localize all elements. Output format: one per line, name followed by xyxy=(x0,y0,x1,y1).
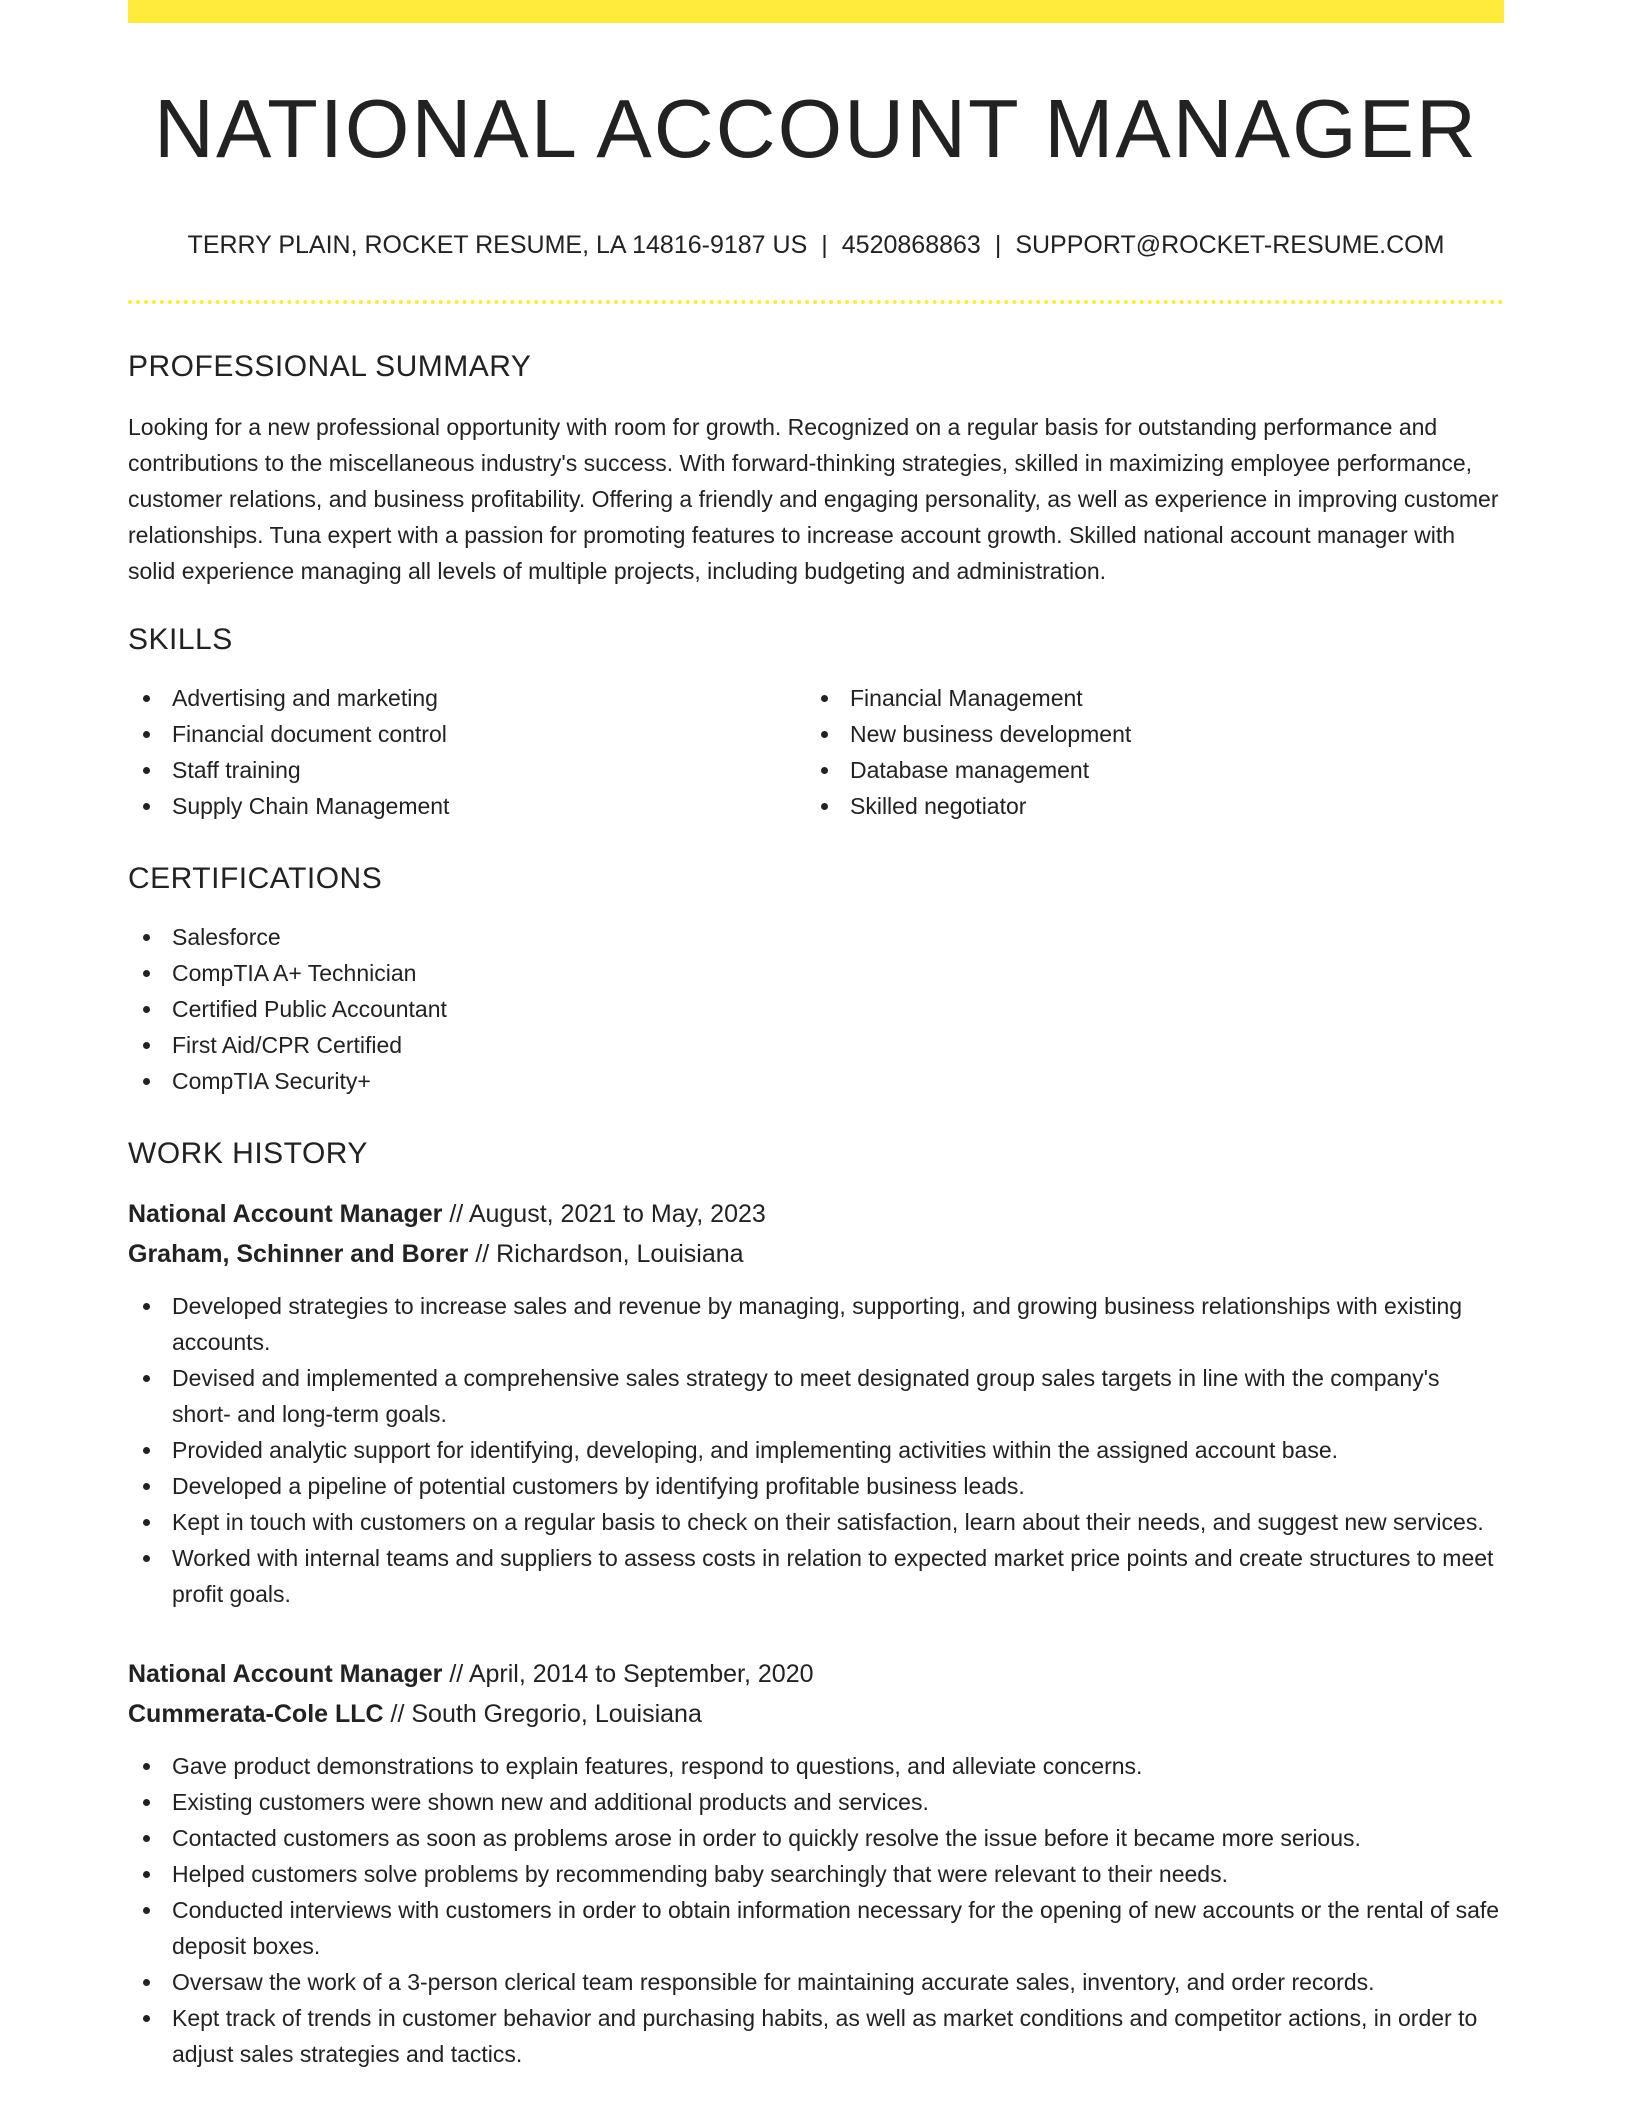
job-entry xyxy=(128,1654,1504,2072)
certification-item: CompTIA Security+ xyxy=(128,1063,1504,1099)
skill-item: Database management xyxy=(806,752,1484,788)
job-dates: // April, 2014 to September, 2020 xyxy=(449,1660,814,1689)
job-bullet: Developed strategies to increase sales and revenue by managing, supporting, and growing business relationships with existing accounts. xyxy=(128,1288,1504,1360)
job-title: National Account Manager xyxy=(128,1660,443,1689)
job-entry xyxy=(128,1194,1504,1612)
job-title: National Account Manager xyxy=(128,1200,443,1229)
job-company-line xyxy=(128,1234,1504,1274)
contact-line xyxy=(128,230,1504,260)
job-bullet: Conducted interviews with customers in order to obtain information necessary for the opening of new accounts or the rental of safe deposit boxes. xyxy=(128,1892,1504,1964)
certification-item: First Aid/CPR Certified xyxy=(128,1027,1504,1063)
job-bullet: Devised and implemented a comprehensive sales strategy to meet designated group sales targets in line with the company's short- and long-term goals. xyxy=(128,1360,1504,1432)
job-bullet: Existing customers were shown new and additional products and services. xyxy=(128,1784,1504,1820)
job-bullet: Gave product demonstrations to explain features, respond to questions, and alleviate concerns. xyxy=(128,1748,1504,1784)
certification-item: CompTIA A+ Technician xyxy=(128,955,1504,991)
skill-item: Staff training xyxy=(128,752,806,788)
contact-address: TERRY PLAIN, ROCKET RESUME, LA 14816-9187 US xyxy=(187,231,808,260)
skill-item: New business development xyxy=(806,716,1484,752)
summary-heading: PROFESSIONAL SUMMARY xyxy=(128,350,532,384)
skills-list-right xyxy=(806,680,1484,824)
job-bullet: Helped customers solve problems by recommending baby searchingly that were relevant to their needs. xyxy=(128,1856,1504,1892)
job-bullet: Oversaw the work of a 3-person clerical team responsible for maintaining accurate sales, inventory, and order records. xyxy=(128,1964,1504,2000)
contact-email: SUPPORT@ROCKET-RESUME.COM xyxy=(1015,231,1445,260)
job-location: // Richardson, Louisiana xyxy=(475,1240,744,1269)
certifications-heading: CERTIFICATIONS xyxy=(128,862,383,896)
resume-title: NATIONAL ACCOUNT MANAGER xyxy=(154,82,1478,175)
skills-list-left xyxy=(128,680,806,824)
job-bullet: Kept in touch with customers on a regular basis to check on their satisfaction, learn about their needs, and suggest new services. xyxy=(128,1504,1504,1540)
job-bullet: Developed a pipeline of potential customers by identifying profitable business leads. xyxy=(128,1468,1504,1504)
summary-text: Looking for a new professional opportunity with room for growth. Recognized on a regular basis for outstanding performance and contributions to the miscellaneous industry's success. With forward-thinking strategies, skilled in maximizing employee performance, customer relations, and business profitability. Offering a friendly and engaging personality, as well as experience in improving customer relationships. Tuna expert with a passion for promoting features to increase account growth. Skilled national account manager with solid experience managing all levels of multiple projects, including budgeting and administration. xyxy=(128,414,1499,585)
job-bullet: Contacted customers as soon as problems arose in order to quickly resolve the issue before it became more serious. xyxy=(128,1820,1504,1856)
work-history-heading: WORK HISTORY xyxy=(128,1137,368,1171)
job-bullets xyxy=(128,1748,1504,2072)
job-bullet: Kept track of trends in customer behavior and purchasing habits, as well as market conditions and competitor actions, in order to adjust sales strategies and tactics. xyxy=(128,2000,1504,2072)
skill-item: Financial Management xyxy=(806,680,1484,716)
contact-phone: 4520868863 xyxy=(841,231,981,260)
job-location: // South Gregorio, Louisiana xyxy=(390,1700,702,1729)
contact-separator: | xyxy=(994,231,1002,260)
skill-item: Advertising and marketing xyxy=(128,680,806,716)
job-dates: // August, 2021 to May, 2023 xyxy=(449,1200,766,1229)
contact-separator: | xyxy=(821,231,828,260)
job-bullet: Worked with internal teams and suppliers to assess costs in relation to expected market price points and create structures to meet profit goals. xyxy=(128,1540,1504,1612)
job-bullets xyxy=(128,1288,1504,1612)
skill-item: Financial document control xyxy=(128,716,806,752)
accent-top-bar xyxy=(128,0,1504,23)
skill-item: Supply Chain Management xyxy=(128,788,806,824)
skill-item: Skilled negotiator xyxy=(806,788,1484,824)
job-bullet: Provided analytic support for identifying, developing, and implementing activities within the assigned account base. xyxy=(128,1432,1504,1468)
skills-grid xyxy=(128,680,1504,824)
job-title-line xyxy=(128,1654,1504,1694)
certification-item: Certified Public Accountant xyxy=(128,991,1504,1027)
job-company: Graham, Schinner and Borer xyxy=(128,1240,469,1269)
certification-item: Salesforce xyxy=(128,919,1504,955)
job-company: Cummerata-Cole LLC xyxy=(128,1700,384,1729)
dotted-divider xyxy=(128,300,1504,304)
resume-page xyxy=(128,0,1504,2072)
certifications-list xyxy=(128,919,1504,1099)
job-company-line xyxy=(128,1694,1504,1734)
skills-heading: SKILLS xyxy=(128,623,233,657)
job-title-line xyxy=(128,1194,1504,1234)
